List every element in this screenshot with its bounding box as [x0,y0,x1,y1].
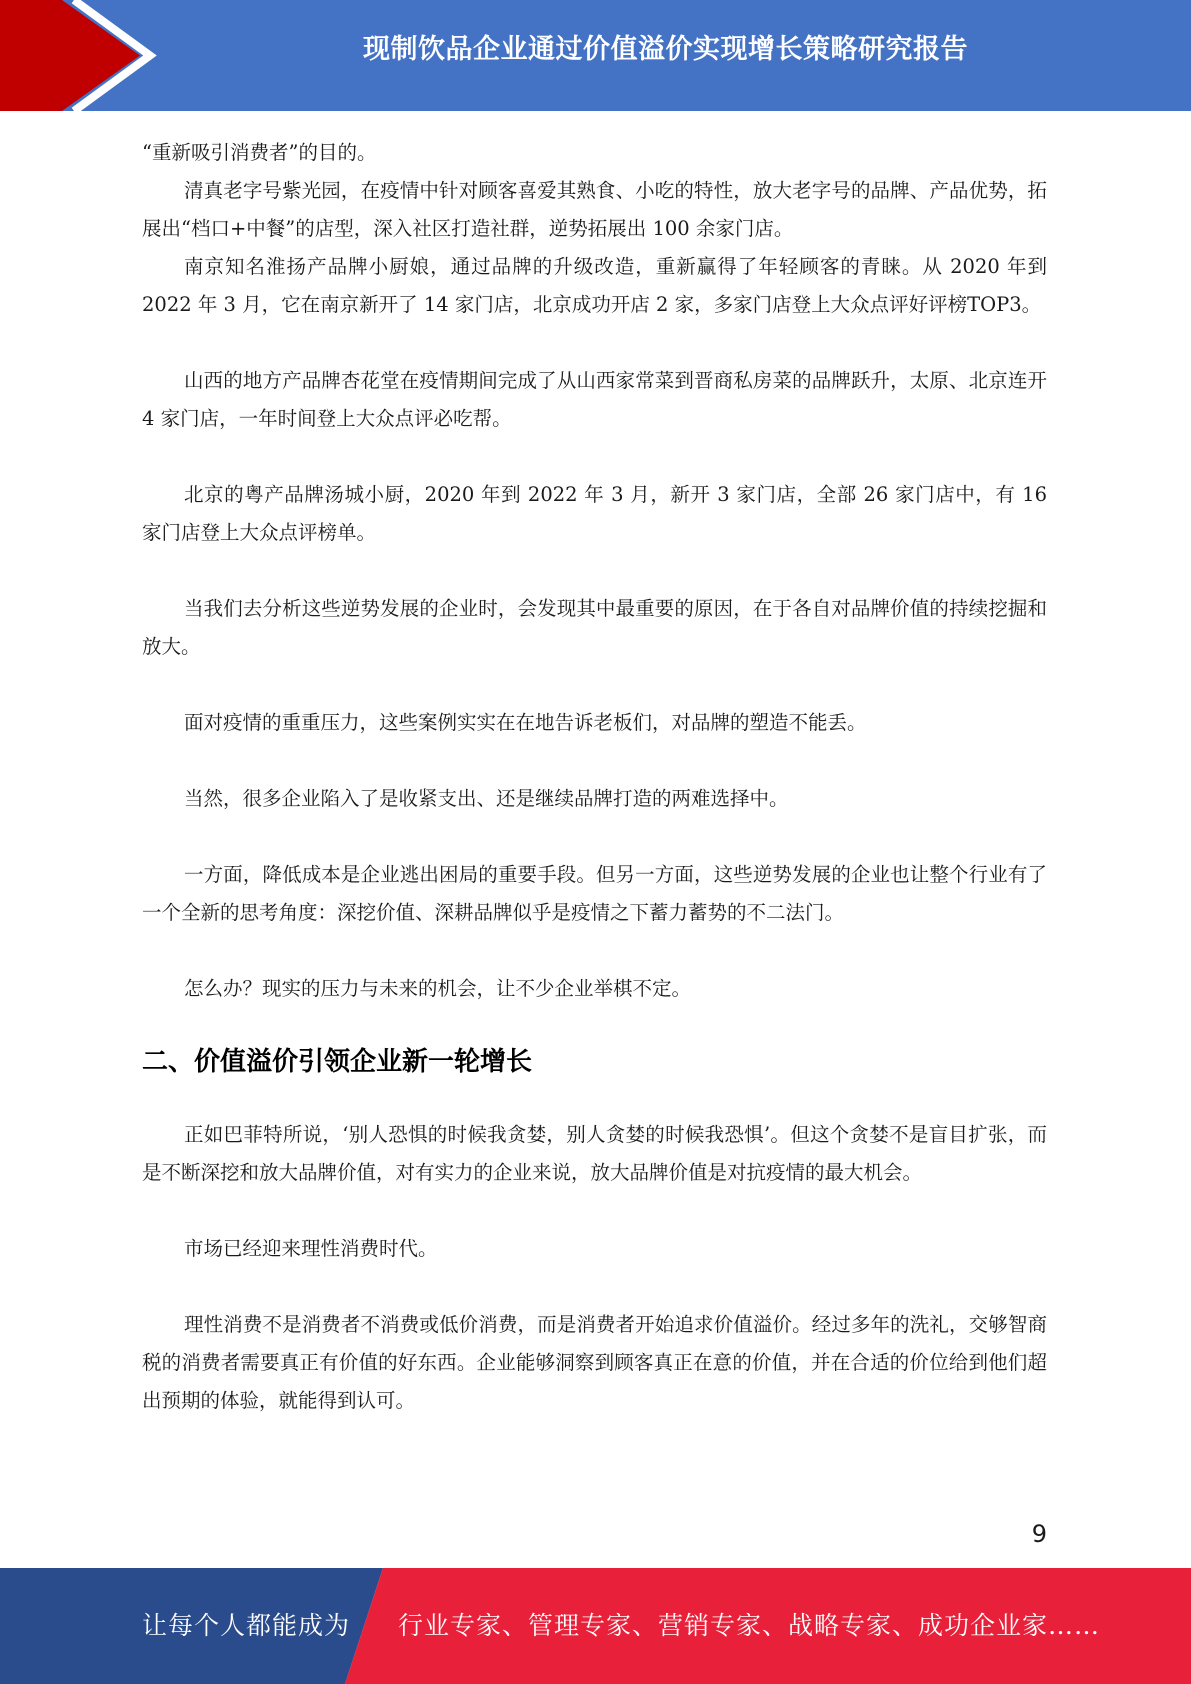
paragraph: 市场已经迎来理性消费时代。 [184,1237,438,1260]
section-heading: 二、价值溢价引领企业新一轮增长 [142,1047,533,1077]
paragraph: 北京的粤产品牌汤城小厨，2020 年到 2022 年 3 月，新开 3 家门店，全部 26 家门店中，有 16 家门店登上大众点评榜单。 [142,483,1047,544]
document-title: 现制饮品企业通过价值溢价实现增长策略研究报告 [363,34,968,65]
header-chevron-arrow [0,0,160,111]
paragraph: 当然，很多企业陷入了是收紧支出、还是继续品牌打造的两难选择中。 [184,787,789,810]
footer-slogan-left: 让每个人都能成为 [142,1611,351,1640]
page-number: 9 [1031,1520,1047,1548]
paragraph: “重新吸引消费者”的目的。 [142,141,377,164]
paragraph: 南京知名淮扬产品牌小厨娘，通过品牌的升级改造，重新赢得了年轻顾客的青睐。从 2020 年到 2022 年 3 月，它在南京新开了 14 家门店，北京成功开店 2 家，多家门店登上大众点评好评榜TOP3。 [142,255,1047,316]
paragraph: 一方面，降低成本是企业逃出困局的重要手段。但另一方面，这些逆势发展的企业也让整个行业有了一个全新的思考角度：深挖价值、深耕品牌似乎是疫情之下蓄力蓄势的不二法门。 [142,863,1047,924]
paragraph: 怎么办？现实的压力与未来的机会，让不少企业举棋不定。 [184,977,692,1000]
page-header [0,0,1191,111]
footer-slogan-right: 行业专家、管理专家、营销专家、战略专家、成功企业家…… [398,1611,1101,1640]
paragraph: 理性消费不是消费者不消费或低价消费，而是消费者开始追求价值溢价。经过多年的洗礼，交够智商税的消费者需要真正有价值的好东西。企业能够洞察到顾客真正在意的价值，并在合适的价位给到他们超出预期的体验，就能得到认可。 [142,1313,1047,1412]
paragraph: 山西的地方产品牌杏花堂在疫情期间完成了从山西家常菜到晋商私房菜的品牌跃升，太原、北京连开 4 家门店，一年时间登上大众点评必吃帮。 [142,369,1047,430]
document-body [142,134,1047,1420]
page-footer [0,1568,1191,1684]
paragraph: 清真老字号紫光园，在疫情中针对顾客喜爱其熟食、小吃的特性，放大老字号的品牌、产品优势，拓展出“档口+中餐”的店型，深入社区打造社群，逆势拓展出 100 余家门店。 [142,179,1047,240]
paragraph: 面对疫情的重重压力，这些案例实实在在地告诉老板们，对品牌的塑造不能丢。 [184,711,867,734]
paragraph: 正如巴菲特所说，‘别人恐惧的时候我贪婪，别人贪婪的时候我恐惧’。但这个贪婪不是盲目扩张，而是不断深挖和放大品牌价值，对有实力的企业来说，放大品牌价值是对抗疫情的最大机会。 [142,1123,1047,1184]
paragraph: 当我们去分析这些逆势发展的企业时，会发现其中最重要的原因，在于各自对品牌价值的持续挖掘和放大。 [142,597,1047,658]
